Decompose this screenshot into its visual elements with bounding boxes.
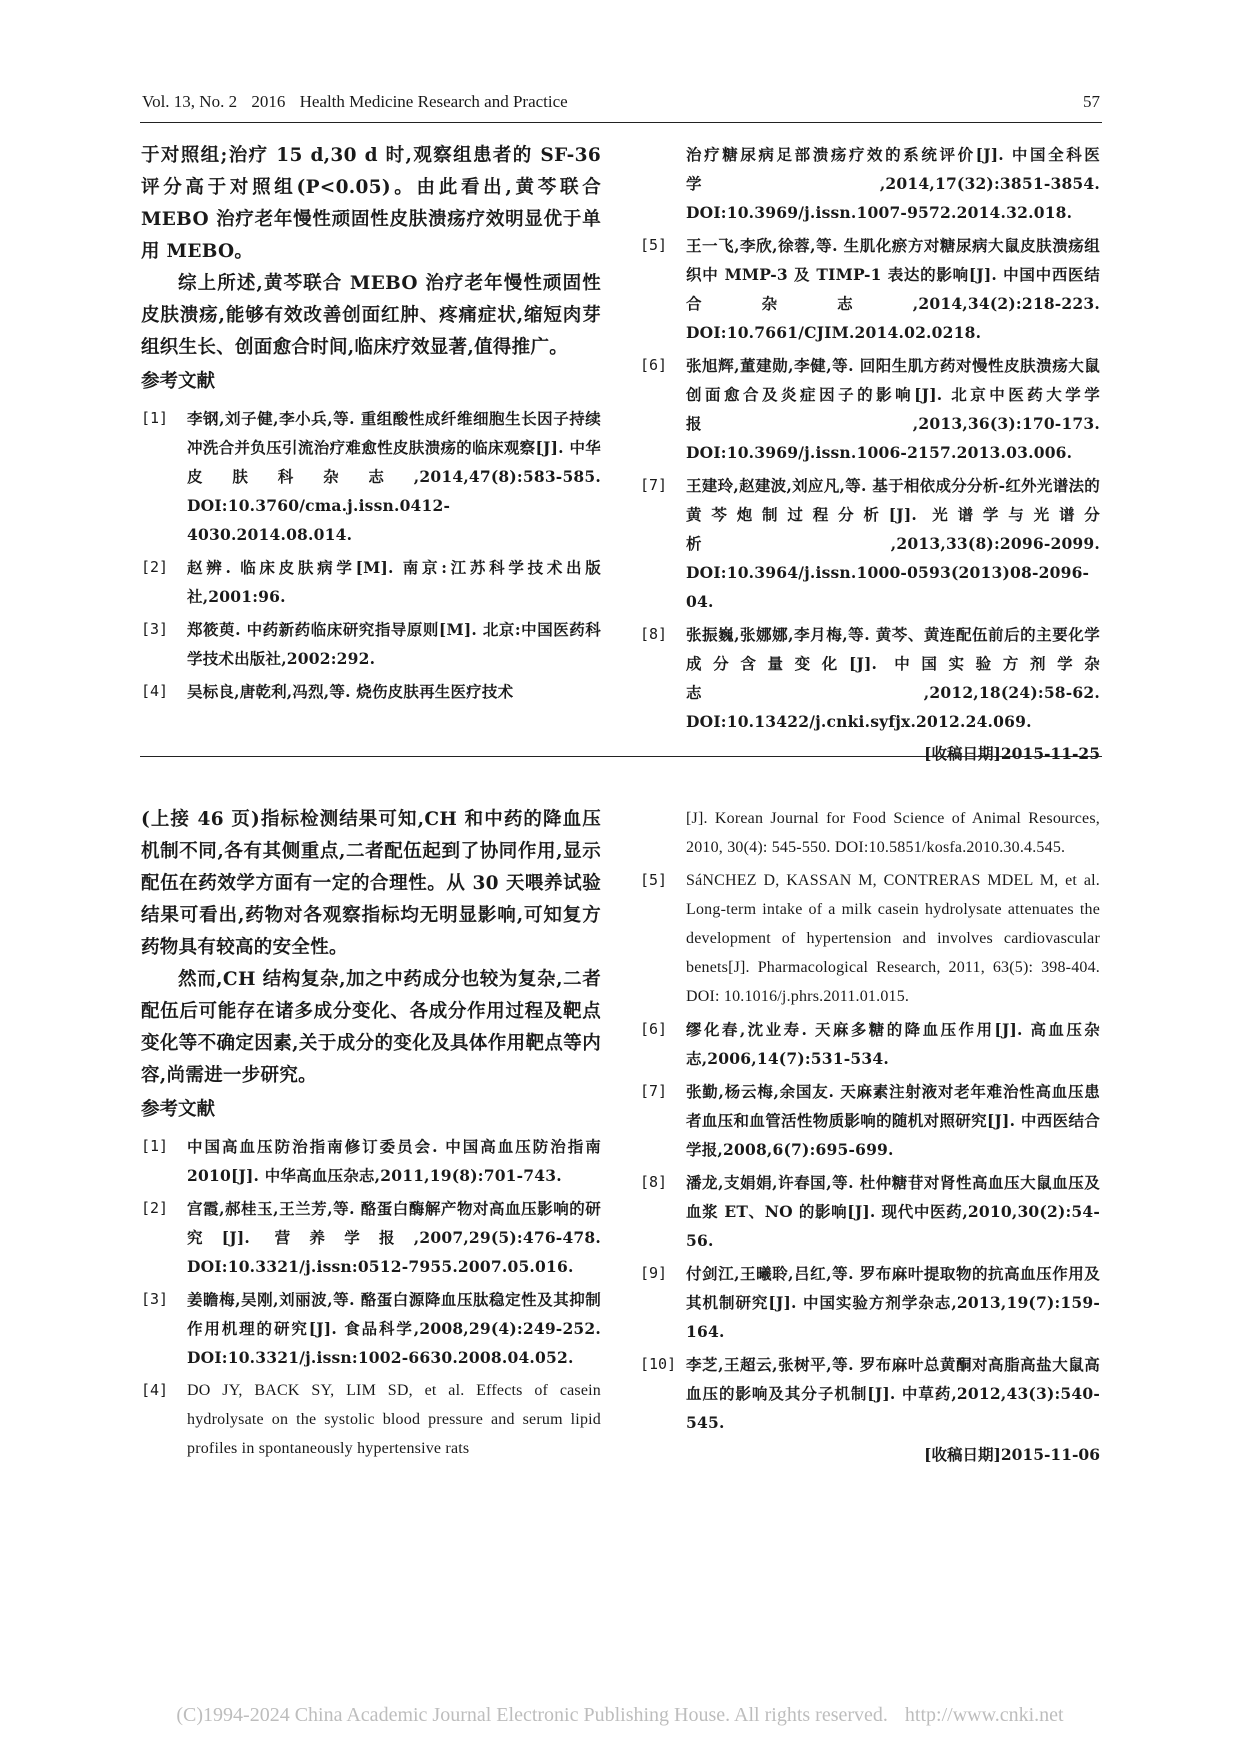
year: 2016 bbox=[251, 92, 286, 111]
reference-number: [10] bbox=[640, 1355, 677, 1373]
reference-text: 李芝,王超云,张树平,等. 罗布麻叶总黄酮对高脂高盐大鼠高血压的影响及其分子机制[J]. 中草药,2012,43(3):540-545. bbox=[686, 1355, 1100, 1432]
reference-number: [2] bbox=[141, 1199, 169, 1217]
reference-text: 潘龙,支娟娟,许春国,等. 杜仲糖苷对肾性高血压大鼠血压及血浆 ET、NO 的影响[J]. 现代中医药,2010,30(2):54-56. bbox=[686, 1173, 1100, 1250]
section2-right-column bbox=[640, 804, 1100, 1469]
reference-item bbox=[640, 351, 1100, 467]
reference-number bbox=[640, 804, 686, 862]
reference-text: 缪化春,沈业寿. 天麻多糖的降血压作用[J]. 高血压杂志,2006,14(7):531-534. bbox=[686, 1020, 1100, 1068]
reference-text: 宫霞,郝桂玉,王兰芳,等. 酪蛋白酶解产物对高血压影响的研究[J]. 营养学报,2007,29(5):476-478. DOI:10.3321/j.issn:0512-7955.2007.05.016. bbox=[187, 1199, 601, 1276]
body-paragraph: 综上所述,黄芩联合 MEBO 治疗老年慢性顽固性皮肤溃疡,能够有效改善创面红肿、疼痛症状,缩短肉芽组织生长、创面愈合时间,临床疗效显著,值得推广。 bbox=[141, 273, 601, 358]
copyright-footer bbox=[0, 1704, 1240, 1727]
website-url: http://www.cnki.net bbox=[904, 1704, 1064, 1726]
reference-text: 张勤,杨云梅,余国友. 天麻素注射液对老年难治性高血压患者血压和血管活性物质影响的随机对照研究[J]. 中西医结合学报,2008,6(7):695-699. bbox=[686, 1082, 1100, 1159]
reference-item bbox=[141, 1376, 601, 1463]
reference-number: [7] bbox=[640, 476, 668, 494]
references-heading: 参考文献 bbox=[141, 371, 216, 392]
reference-number: [8] bbox=[640, 1173, 668, 1191]
reference-number: [6] bbox=[640, 1020, 668, 1038]
reference-text: 郑筱萸. 中药新药临床研究指导原则[M]. 北京:中国医药科学技术出版社,2002:292. bbox=[187, 620, 601, 668]
reference-number: [4] bbox=[141, 682, 169, 700]
reference-number: [3] bbox=[141, 1290, 169, 1308]
received-date: [收稿日期]2015-11-06 bbox=[924, 1445, 1100, 1464]
reference-number: [7] bbox=[640, 1082, 668, 1100]
reference-item bbox=[640, 804, 1100, 862]
reference-number: [4] bbox=[141, 1381, 169, 1399]
running-header bbox=[140, 88, 1102, 123]
reference-item bbox=[640, 1015, 1100, 1073]
body-paragraph: (上接 46 页)指标检测结果可知,CH 和中药的降血压机制不同,各有其侧重点,二者配伍起到了协同作用,显示配伍在药效学方面有一定的合理性。从 30 天喂养试验结果可看出,药物对各观察指标均无明显影响,可知复方药物具有较高的安全性。 bbox=[141, 809, 601, 958]
reference-text: 张振巍,张娜娜,李月梅,等. 黄芩、黄连配伍前后的主要化学成分含量变化[J]. 中国实验方剂学杂志,2012,18(24):58-62. DOI:10.13422/j.cnki.syfjx.2012.24.069. bbox=[686, 625, 1100, 731]
reference-number: [2] bbox=[141, 558, 169, 576]
reference-item bbox=[640, 140, 1100, 227]
reference-number: [5] bbox=[640, 236, 668, 254]
reference-item bbox=[640, 1077, 1100, 1164]
reference-number: [1] bbox=[141, 409, 169, 427]
reference-list bbox=[640, 804, 1100, 1437]
reference-number: [9] bbox=[640, 1264, 668, 1282]
reference-item bbox=[141, 553, 601, 611]
reference-text: DO JY, BACK SY, LIM SD, et al. Effects of casein hydrolysate on the systolic blood pressure and serum lipid profiles in spontaneously hypertensive rats bbox=[187, 1382, 601, 1457]
reference-item bbox=[640, 231, 1100, 347]
reference-number: [3] bbox=[141, 620, 169, 638]
reference-text: SáNCHEZ D, KASSAN M, CONTRERAS MDEL M, et al. Long-term intake of a milk casein hydrolysate attenuates the development of hypertension and involves cardiovascular benets[J]. Pharmacological Research, 2011, 63(5): 398-404. DOI: 10.1016/j.phrs.2011.01.015. bbox=[686, 872, 1100, 1005]
reference-number: [5] bbox=[640, 871, 668, 889]
reference-list bbox=[141, 404, 601, 706]
reference-number: [1] bbox=[141, 1137, 169, 1155]
copyright-text: (C)1994-2024 China Academic Journal Electronic Publishing House. All rights reserved. bbox=[176, 1704, 888, 1726]
journal-title: Health Medicine Research and Practice bbox=[299, 92, 568, 111]
reference-item bbox=[640, 1168, 1100, 1255]
body-paragraph: 然而,CH 结构复杂,加之中药成分也较为复杂,二者配伍后可能存在诸多成分变化、各成分作用过程及靶点变化等不确定因素,关于成分的变化及具体作用靶点等内容,尚需进一步研究。 bbox=[141, 969, 601, 1086]
reference-item bbox=[141, 677, 601, 706]
reference-number bbox=[640, 140, 686, 227]
section1-left-column bbox=[141, 140, 601, 710]
reference-item bbox=[640, 1259, 1100, 1346]
reference-text: 姜瞻梅,吴刚,刘丽波,等. 酪蛋白源降血压肽稳定性及其抑制作用机理的研究[J]. 食品科学,2008,29(4):249-252. DOI:10.3321/j.issn:1002-6630.2008.04.052. bbox=[187, 1290, 601, 1367]
reference-text: 付剑江,王曦聆,吕红,等. 罗布麻叶提取物的抗高血压作用及其机制研究[J]. 中国实验方剂学杂志,2013,19(7):159-164. bbox=[686, 1264, 1100, 1341]
reference-list bbox=[640, 140, 1100, 736]
reference-text: [J]. Korean Journal for Food Science of Animal Resources, 2010, 30(4): 545-550. DOI:10.5851/kosfa.2010.30.4.545. bbox=[686, 810, 1100, 856]
reference-text: 中国高血压防治指南修订委员会. 中国高血压防治指南 2010[J]. 中华高血压杂志,2011,19(8):701-743. bbox=[187, 1137, 601, 1185]
reference-item bbox=[141, 404, 601, 549]
references-heading: 参考文献 bbox=[141, 1099, 216, 1120]
reference-text: 李钢,刘子健,李小兵,等. 重组酸性成纤维细胞生长因子持续冲洗合并负压引流治疗难愈性皮肤溃疡的临床观察[J]. 中华皮肤科杂志,2014,47(8):583-585. DOI:10.3760/cma.j.issn.0412-4030.2014.08.014. bbox=[187, 409, 601, 544]
body-paragraph: 于对照组;治疗 15 d,30 d 时,观察组患者的 SF-36 评分高于对照组(P<0.05)。由此看出,黄芩联合 MEBO 治疗老年慢性顽固性皮肤溃疡疗效明显优于单用 MEBO。 bbox=[141, 145, 601, 262]
reference-item bbox=[141, 1194, 601, 1281]
journal-info bbox=[142, 92, 578, 112]
reference-text: 赵辨. 临床皮肤病学[M]. 南京:江苏科学技术出版社,2001:96. bbox=[187, 558, 601, 606]
reference-item bbox=[141, 615, 601, 673]
reference-number: [8] bbox=[640, 625, 668, 643]
reference-text: 治疗糖尿病足部溃疡疗效的系统评价[J]. 中国全科医学,2014,17(32):3851-3854. DOI:10.3969/j.issn.1007-9572.2014.32.018. bbox=[686, 145, 1100, 222]
reference-text: 吴标良,唐乾利,冯烈,等. 烧伤皮肤再生医疗技术 bbox=[187, 682, 514, 701]
volume-issue: Vol. 13, No. 2 bbox=[142, 92, 238, 111]
section2-left-column bbox=[141, 804, 601, 1467]
reference-item bbox=[640, 1350, 1100, 1437]
article-separator bbox=[140, 756, 1102, 757]
reference-text: 王一飞,李欣,徐蓉,等. 生肌化瘀方对糖尿病大鼠皮肤溃疡组织中 MMP-3 及 TIMP-1 表达的影响[J]. 中国中西医结合杂志,2014,34(2):218-223. DOI:10.7661/CJIM.2014.02.0218. bbox=[686, 236, 1100, 342]
received-date: [收稿日期]2015-11-25 bbox=[924, 744, 1100, 763]
reference-number: [6] bbox=[640, 356, 668, 374]
reference-item bbox=[640, 866, 1100, 1011]
reference-item bbox=[141, 1285, 601, 1372]
page-number: 57 bbox=[1083, 92, 1100, 111]
reference-item bbox=[640, 620, 1100, 736]
section1-right-column bbox=[640, 140, 1100, 768]
reference-text: 王建玲,赵建波,刘应凡,等. 基于相依成分分析-红外光谱法的黄芩炮制过程分析[J]. 光谱学与光谱分析,2013,33(8):2096-2099. DOI:10.3964/j.issn.1000-0593(2013)08-2096-04. bbox=[686, 476, 1100, 611]
reference-list bbox=[141, 1132, 601, 1463]
reference-text: 张旭辉,董建勋,李健,等. 回阳生肌方药对慢性皮肤溃疡大鼠创面愈合及炎症因子的影响[J]. 北京中医药大学学报,2013,36(3):170-173. DOI:10.3969/j.issn.1006-2157.2013.03.006. bbox=[686, 356, 1100, 462]
reference-item bbox=[141, 1132, 601, 1190]
reference-item bbox=[640, 471, 1100, 616]
